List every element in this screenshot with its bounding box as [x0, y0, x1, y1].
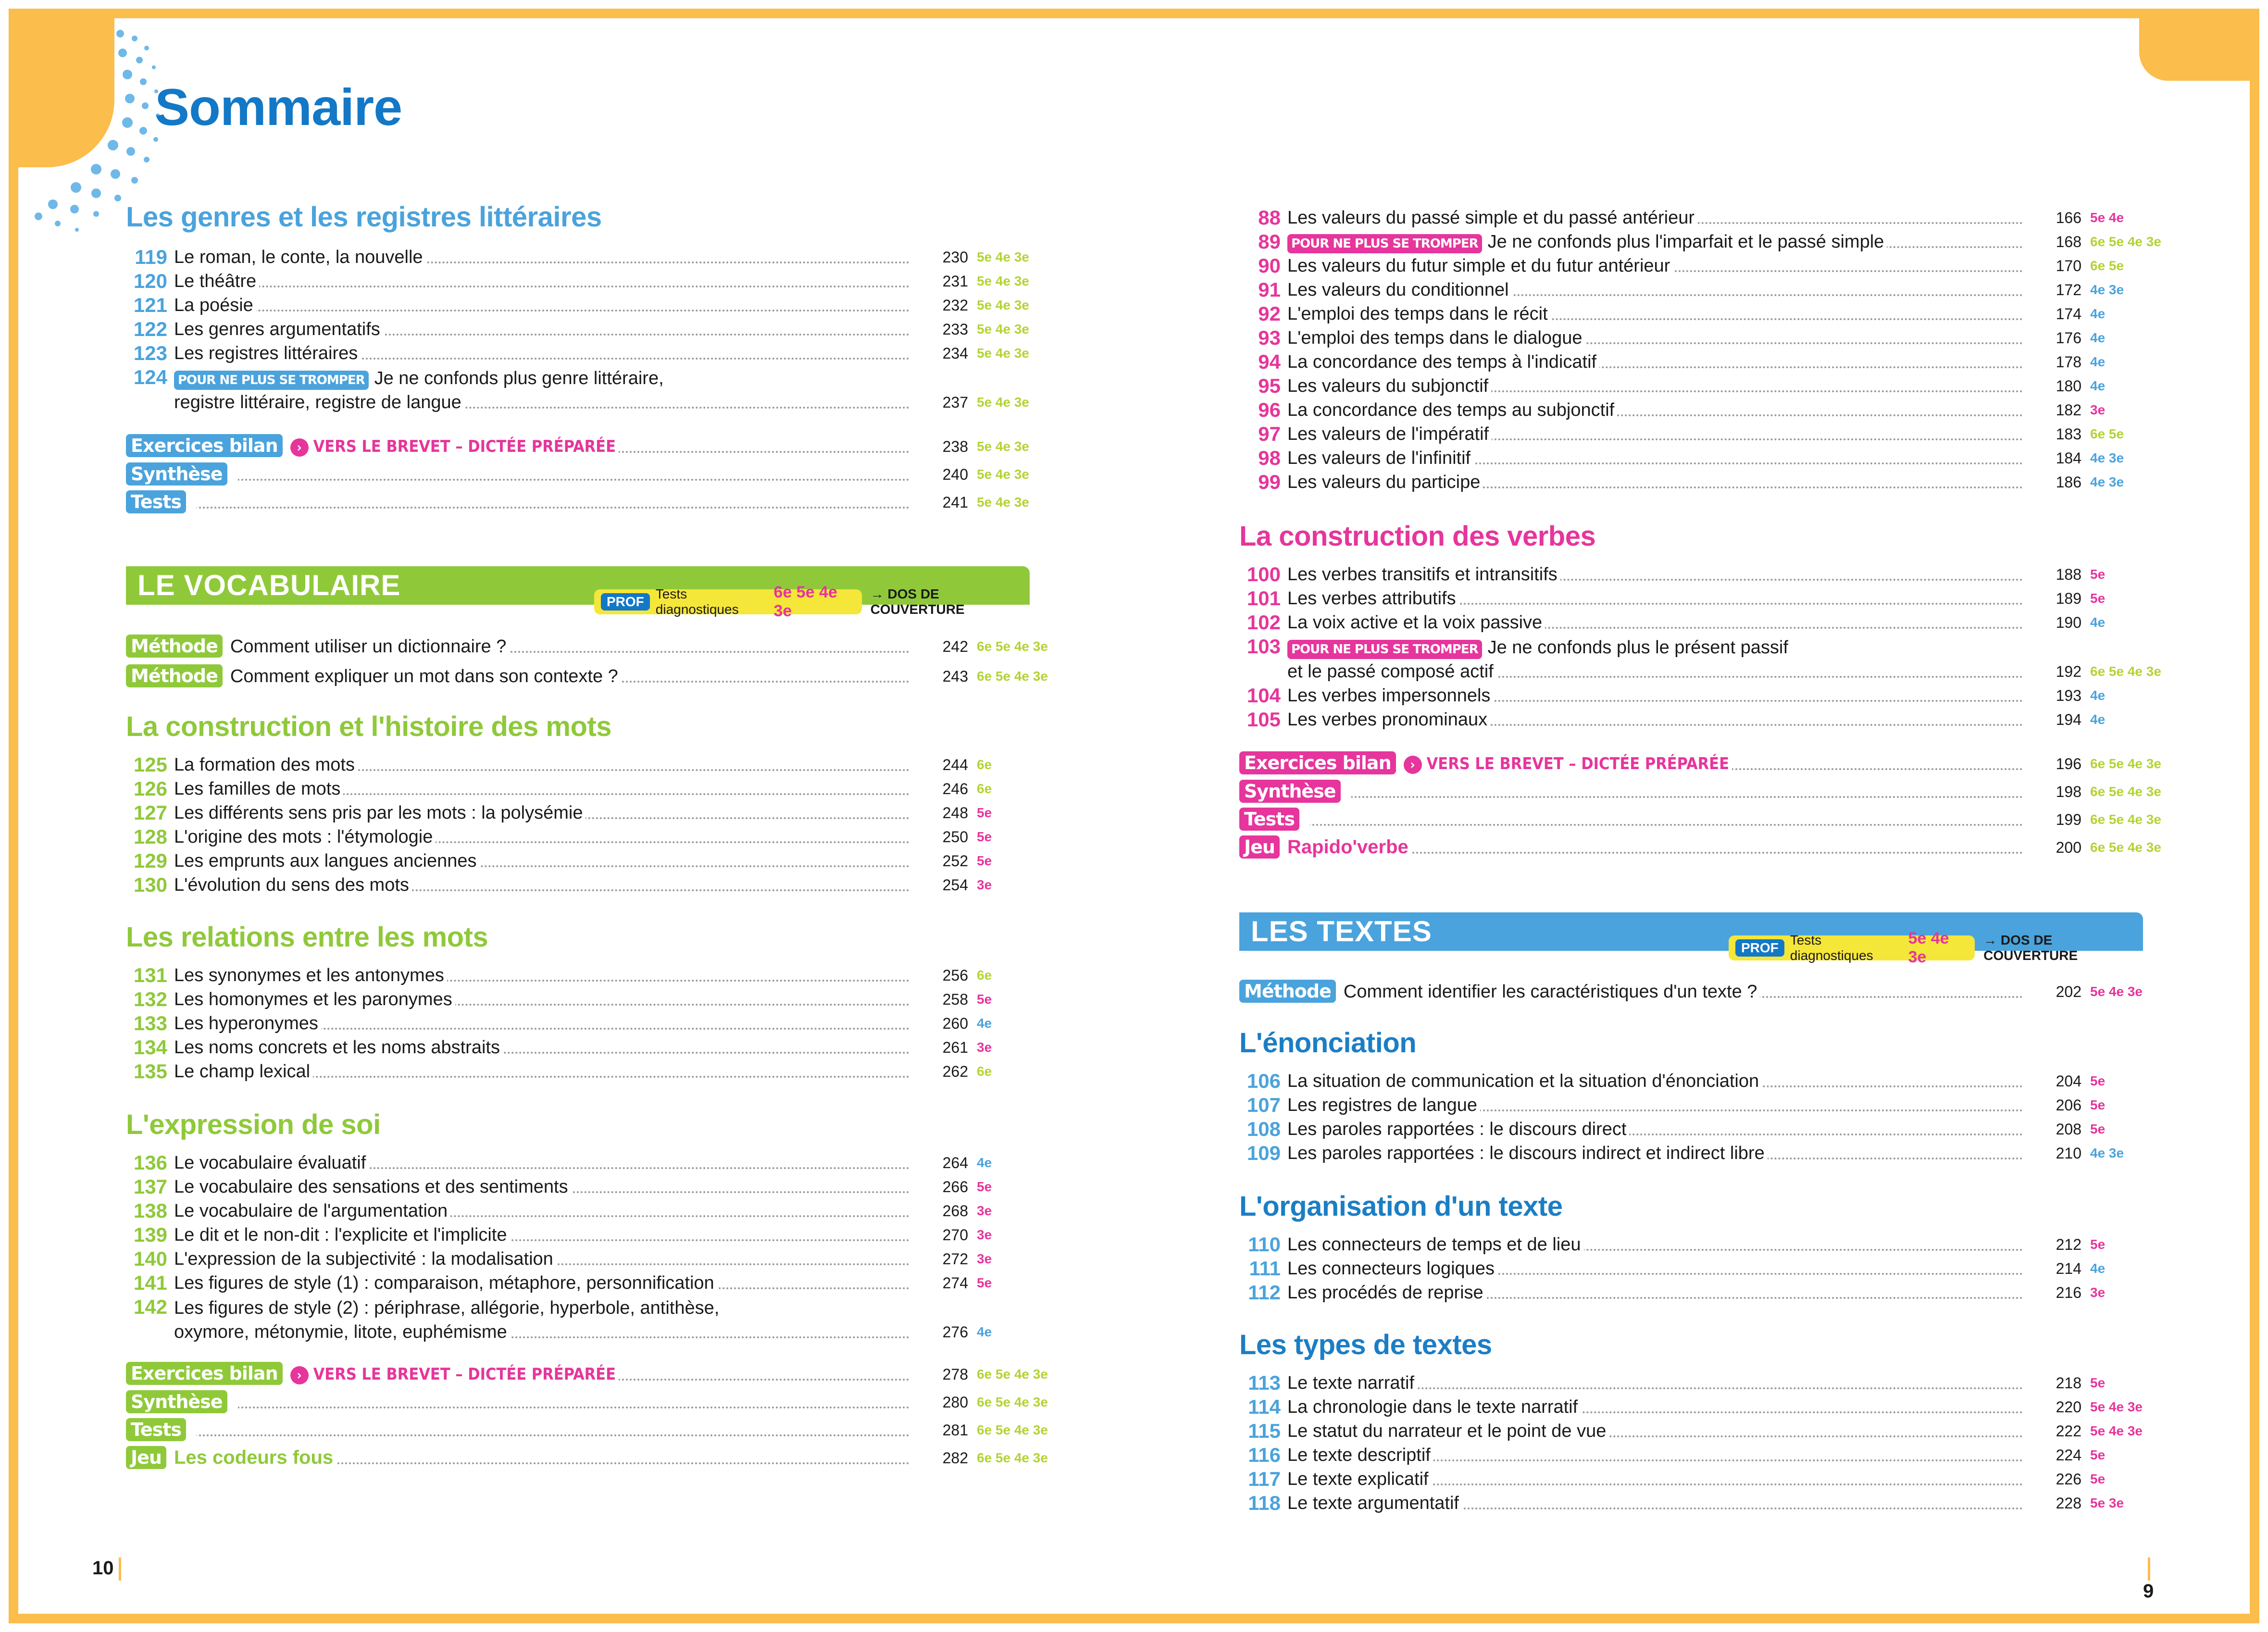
toc-entry[interactable]: 100 Les verbes transitifs et intransitifs 188 5e [1246, 563, 2106, 586]
toc-expression [126, 1151, 1030, 1344]
section-title-organisation: L'organisation d'un texte [1239, 1191, 1563, 1222]
toc-entry-synthese[interactable]: Synthèse 240 5e 4e 3e [126, 459, 1030, 486]
toc-entry[interactable]: 107 Les registres de langue 206 5e [1246, 1094, 2106, 1116]
toc-entry[interactable]: 126 Les familles de mots 246 6e [133, 777, 992, 800]
toc-entry[interactable]: 129 Les emprunts aux langues anciennes 252 5e [133, 849, 992, 872]
arrow-icon: › [1404, 756, 1422, 774]
toc-entry[interactable]: 130 L'évolution du sens des mots 254 3e [133, 873, 992, 896]
toc-organisation [1239, 1233, 2143, 1305]
page-title: Sommaire [155, 78, 402, 136]
corner-decoration-right [2139, 18, 2250, 81]
toc-entry-bilan[interactable]: Exercices bilan › VERS LE BREVET – DICTÉE PRÉPARÉE 278 6e 5e 4e 3e [126, 1358, 1030, 1386]
toc-entry[interactable]: 93 L'emploi des temps dans le dialogue 176 4e [1258, 326, 2106, 349]
toc-entry[interactable]: 88 Les valeurs du passé simple et du passé antérieur 166 5e 4e [1258, 206, 2124, 229]
folio-left: 10 [92, 1557, 126, 1581]
toc-entry[interactable]: 140 L'expression de la subjectivité : la modalisation 272 3e [133, 1247, 992, 1270]
toc-entry[interactable]: 135 Le champ lexical 262 6e [133, 1060, 992, 1083]
toc-entry[interactable]: 106 La situation de communication et la situation d'énonciation 204 5e [1246, 1070, 2106, 1092]
toc-entry[interactable]: 116 Le texte descriptif 224 5e [1248, 1444, 2106, 1466]
toc-entry[interactable]: 102 La voix active et la voix passive 190 4e [1246, 611, 2106, 634]
section-title-verbes: La construction des verbes [1239, 521, 1596, 552]
toc-entry[interactable]: 108 Les paroles rapportées : le discours direct 208 5e [1246, 1118, 2106, 1140]
arrow-icon: › [290, 1366, 309, 1384]
toc-entry[interactable]: 128 L'origine des mots : l'étymologie 250 5e [133, 825, 992, 848]
band-vocabulaire: LE VOCABULAIRE [126, 566, 1030, 605]
toc-verbes-extras [1239, 748, 2161, 860]
toc-entry[interactable]: 113 Le texte narratif 218 5e [1248, 1371, 2106, 1394]
toc-entry[interactable]: 132 Les homonymes et les paronymes 258 5e [133, 988, 992, 1010]
toc-entry[interactable]: 123 Les registres littéraires 234 5e 4e 3e [133, 342, 1029, 364]
toc-types [1239, 1371, 2143, 1515]
toc-entry[interactable]: 122 Les genres argumentatifs 233 5e 4e 3e [133, 318, 1029, 340]
toc-entry[interactable]: 111 Les connecteurs logiques 214 4e [1249, 1257, 2106, 1280]
arrow-icon: › [290, 438, 309, 457]
toc-entry[interactable]: 115 Le statut du narrateur et le point de vue 222 5e 4e 3e [1248, 1420, 2143, 1442]
toc-methodes [126, 629, 1048, 688]
toc-entry[interactable]: 118 Le texte argumentatif 228 5e 3e [1248, 1492, 2124, 1514]
toc-entry[interactable]: 110 Les connecteurs de temps et de lieu 212 5e [1248, 1233, 2106, 1256]
section-title-relations: Les relations entre les mots [126, 922, 488, 953]
toc-enonciation [1239, 1069, 2143, 1165]
section-title-types: Les types de textes [1239, 1329, 1492, 1360]
folio-right: 9 [2143, 1557, 2155, 1602]
toc-entry[interactable]: 104 Les verbes impersonnels 193 4e [1246, 684, 2106, 707]
toc-expression-extras [126, 1358, 1048, 1470]
toc-entry[interactable]: 125 La formation des mots 244 6e [133, 753, 992, 776]
toc-entry-tests[interactable]: Tests 281 6e 5e 4e 3e [126, 1414, 1030, 1442]
toc-entry[interactable]: 94 La concordance des temps à l'indicatif 178 4e [1258, 350, 2106, 373]
toc-entry[interactable]: 112 Les procédés de reprise 216 3e [1248, 1281, 2106, 1304]
toc-entry-bilan[interactable]: Exercices bilan › VERS LE BREVET – DICTÉE PRÉPARÉE 238 5e 4e 3e [126, 431, 1030, 459]
band-textes: LES TEXTES [1239, 912, 2143, 951]
toc-entry[interactable]: 91 Les valeurs du conditionnel 172 4e 3e [1258, 278, 2124, 301]
toc-entry[interactable]: 142 Les figures de style (2) : périphrase, allégorie, hyperbole, antithèse, oxymore, métonymie, litote, euphémisme 276 4e [126, 1295, 1030, 1344]
toc-entry-synthese[interactable]: Synthèse 280 6e 5e 4e 3e [126, 1386, 1030, 1414]
toc-entry-tests[interactable]: Tests 199 6e 5e 4e 3e [1239, 804, 2143, 832]
prof-tests-diagnostiques[interactable]: PROF Tests diagnostiques 5e 4e 3e → DOS DE COUVERTURE [1729, 935, 2143, 960]
toc-entry[interactable]: 131 Les synonymes et les antonymes 256 6e [133, 964, 992, 986]
toc-entry[interactable]: 120 Le théâtre 231 5e 4e 3e [133, 270, 1029, 292]
toc-verbes [1239, 562, 2161, 732]
toc-entry[interactable]: 99 Les valeurs du participe 186 4e 3e [1258, 471, 2124, 493]
toc-entry-tests[interactable]: Tests 241 5e 4e 3e [126, 486, 1030, 514]
tag-pour-ne-plus-se-tromper: POUR NE PLUS SE TROMPER [1287, 234, 1482, 253]
toc-genres [126, 245, 1030, 414]
toc-relations [126, 963, 1030, 1084]
toc-entry[interactable]: 98 Les valeurs de l'infinitif 184 4e 3e [1258, 447, 2124, 469]
toc-entry[interactable]: 137 Le vocabulaire des sensations et des sentiments 266 5e [133, 1175, 992, 1198]
toc-entry[interactable]: 141 Les figures de style (1) : comparaison, métaphore, personnification 274 5e [133, 1271, 992, 1294]
section-title-expression: L'expression de soi [126, 1109, 381, 1140]
toc-entry-jeu[interactable]: Jeu Les codeurs fous 282 6e 5e 4e 3e [126, 1442, 1030, 1470]
toc-entry[interactable]: 136 Le vocabulaire évaluatif 264 4e [133, 1151, 992, 1174]
toc-entry-synthese[interactable]: Synthèse 198 6e 5e 4e 3e [1239, 776, 2143, 804]
toc-entry[interactable]: 134 Les noms concrets et les noms abstraits 261 3e [133, 1036, 992, 1059]
toc-construction [126, 753, 1030, 897]
toc-methode-textes [1239, 976, 2143, 1004]
toc-entry[interactable]: 121 La poésie 232 5e 4e 3e [133, 294, 1029, 316]
toc-entry[interactable]: 124 POUR NE PLUS SE TROMPER Je ne confonds plus genre littéraire, registre littéraire, registre de langue 237 5e 4e 3e [126, 365, 1030, 414]
toc-entry[interactable]: 101 Les verbes attributifs 189 5e [1246, 587, 2106, 610]
toc-entry[interactable]: 109 Les paroles rapportées : le discours indirect et indirect libre 210 4e 3e [1246, 1142, 2124, 1164]
toc-entry[interactable]: 90 Les valeurs du futur simple et du futur antérieur 170 6e 5e [1258, 254, 2124, 277]
toc-entry[interactable]: 105 Les verbes pronominaux 194 4e [1246, 708, 2106, 731]
toc-entry[interactable]: 103 POUR NE PLUS SE TROMPER Je ne confonds plus le présent passif et le passé composé actif 192 6e 5e 4e 3e [1239, 635, 2143, 684]
section-title-enonciation: L'énonciation [1239, 1027, 1417, 1059]
toc-entry[interactable]: 114 La chronologie dans le texte narratif 220 5e 4e 3e [1248, 1395, 2143, 1418]
toc-valeurs [1239, 206, 2161, 494]
toc-entry[interactable]: 133 Les hyperonymes 260 4e [133, 1012, 992, 1034]
toc-entry-jeu[interactable]: Jeu Rapido'verbe 200 6e 5e 4e 3e [1239, 832, 2143, 860]
toc-entry[interactable]: 139 Le dit et le non-dit : l'explicite et l'implicite 270 3e [133, 1223, 992, 1246]
prof-tests-diagnostiques[interactable]: PROF Tests diagnostiques 6e 5e 4e 3e → DOS DE COUVERTURE [594, 589, 1030, 614]
section-title-genres: Les genres et les registres littéraires [126, 201, 602, 233]
toc-entry-methode[interactable]: Méthode Comment identifier les caractéristiques d'un texte ? 202 5e 4e 3e [1239, 976, 2143, 1004]
toc-entry[interactable]: 119 Le roman, le conte, la nouvelle 230 5e 4e 3e [135, 246, 1029, 268]
toc-entry[interactable]: 89 POUR NE PLUS SE TROMPER Je ne confonds plus l'imparfait et le passé simple 168 6e 5e 4e 3e [1258, 230, 2161, 253]
toc-entry[interactable]: 95 Les valeurs du subjonctif 180 4e [1258, 374, 2106, 397]
toc-entry-bilan[interactable]: Exercices bilan › VERS LE BREVET – DICTÉE PRÉPARÉE 196 6e 5e 4e 3e [1239, 748, 2143, 776]
tag-pour-ne-plus-se-tromper: POUR NE PLUS SE TROMPER [1287, 640, 1482, 659]
tag-pour-ne-plus-se-tromper: POUR NE PLUS SE TROMPER [174, 371, 369, 390]
toc-entry[interactable]: 97 Les valeurs de l'impératif 183 6e 5e [1258, 423, 2124, 445]
toc-entry-methode[interactable]: Méthode Comment expliquer un mot dans son contexte ? 243 6e 5e 4e 3e [126, 659, 1030, 688]
toc-entry[interactable]: 138 Le vocabulaire de l'argumentation 268 3e [133, 1199, 992, 1222]
toc-genres-extras [126, 431, 1030, 514]
toc-entry[interactable]: 96 La concordance des temps au subjonctif 182 3e [1258, 399, 2106, 421]
toc-entry[interactable]: 127 Les différents sens pris par les mots : la polysémie 248 5e [133, 801, 992, 824]
section-title-construction: La construction et l'histoire des mots [126, 711, 611, 742]
toc-entry-methode[interactable]: Méthode Comment utiliser un dictionnaire ? 242 6e 5e 4e 3e [126, 629, 1030, 659]
toc-entry[interactable]: 117 Le texte explicatif 226 5e [1248, 1468, 2106, 1490]
toc-entry[interactable]: 92 L'emploi des temps dans le récit 174 4e [1258, 302, 2106, 325]
